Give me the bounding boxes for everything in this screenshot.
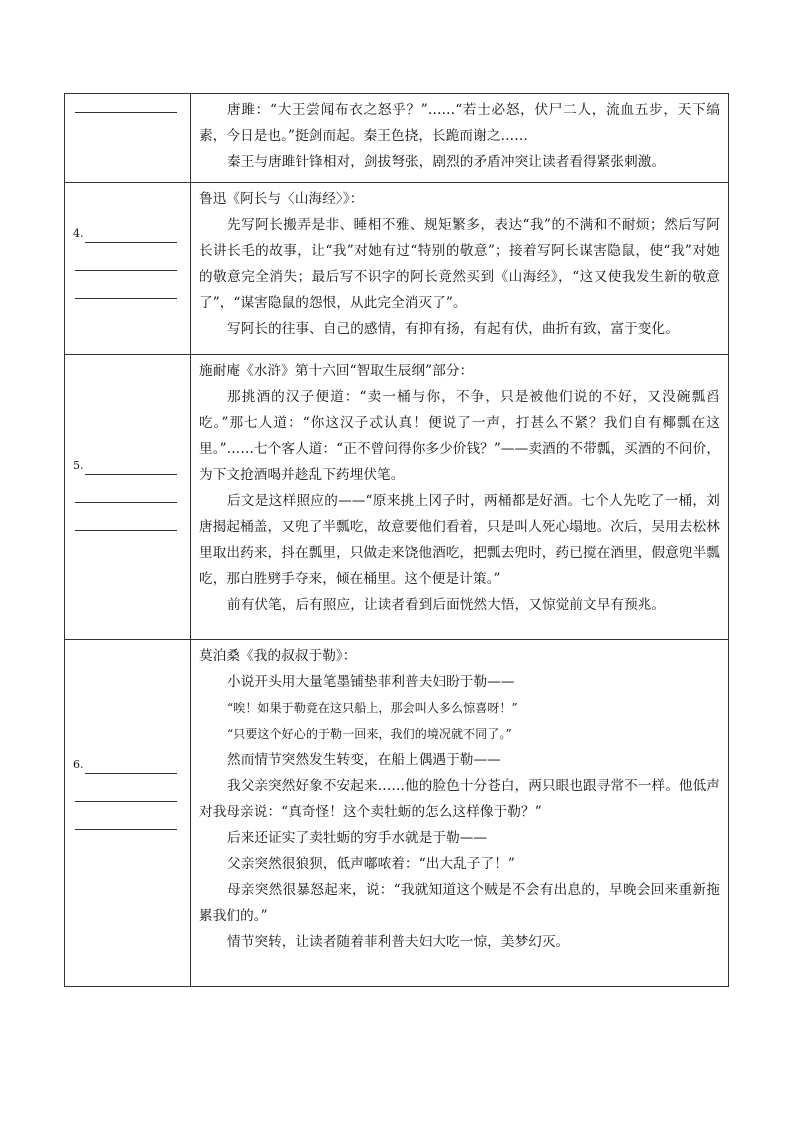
answer-blank[interactable] — [65, 94, 190, 122]
paragraph: 前有伏笔，后有照应，让读者看到后面恍然大悟，又惊觉前文早有预兆。 — [227, 597, 666, 613]
answer-blank[interactable] — [65, 481, 190, 509]
paragraph: 情节突转，让读者随着菲利普夫妇大吃一惊，美梦幻灭。 — [227, 934, 570, 950]
paragraph: 母亲突然很暴怒起来，说：“我就知道这个贼是不会有出息的，早晚会回来重新拖累我们的。” — [199, 882, 720, 924]
answer-cell — [65, 640, 191, 987]
content-cell — [191, 640, 729, 987]
quote-paragraph: “只要这个好心的于勒一回来，我们的境况就不同了。” — [227, 727, 512, 741]
table-row — [65, 94, 729, 183]
table-row — [65, 355, 729, 640]
question-number: 4. — [73, 227, 84, 240]
answer-blank[interactable] — [65, 453, 190, 481]
table-row — [65, 183, 729, 355]
answer-cell — [65, 183, 191, 355]
answer-cell — [65, 94, 191, 183]
paragraph: 后文是这样照应的——“原来挑上冈子时，两桶都是好酒。七个人先吃了一桶，刘唐揭起桶盖，又兜了半瓢吃，故意要他们看着，只是叫人死心塌地。次后，吴用去松林里取出药来，抖在瓢里，只做走来饶他酒吃，把瓢去兜时，药已搅在酒里，假意兜半瓢吃，那白胜劈手夺来，倾在桶里。这个便是计策。” — [199, 493, 720, 587]
content-cell — [191, 183, 729, 355]
analysis-table — [64, 93, 729, 987]
section-title: 鲁迅《阿长与〈山海经〉》： — [199, 191, 364, 207]
table-row — [65, 640, 729, 987]
content-cell — [191, 94, 729, 183]
paragraph: 我父亲突然好象不安起来……他的脸色十分苍白，两只眼也跟寻常不一样。他低声对我母亲说：“真奇怪！这个卖牡蛎的怎么这样像于勒？” — [199, 778, 720, 820]
answer-blank[interactable] — [65, 780, 190, 808]
paragraph: 唐雎：“大王尝闻布衣之怒乎？”……“若士必怒，伏尸二人，流血五步，天下缟素，今日是也。”挺剑而起。秦王色挠，长跪而谢之…… — [199, 102, 720, 144]
answer-blank[interactable] — [65, 808, 190, 836]
paragraph: 先写阿长搬弄是非、睡相不雅、规矩繁多，表达“我”的不满和不耐烦；然后写阿长讲长毛的故事，让“我”对她有过“特别的敬意”；接着写阿长谋害隐鼠，使“我”对她的敬意完全消失；最后写不识字的阿长竟然买到《山海经》，“这又使我发生新的敬意了”，“谋害隐鼠的怨恨，从此完全消灭了”。 — [199, 217, 720, 311]
paragraph: 小说开头用大量笔墨铺垫菲利普夫妇盼于勒—— — [227, 674, 515, 690]
section-title: 施耐庵《水浒》第十六回“智取生辰纲”部分： — [199, 363, 474, 379]
answer-blank[interactable] — [65, 277, 190, 305]
paragraph: 那挑酒的汉子便道：“卖一桶与你，不争，只是被他们说的不好，又没碗瓢舀吃。”那七人道：“你这汉子忒认真！便说了一声，打甚么不紧？我们自有椰瓢在这里。”……七个客人道：“正不曾问得你多少价钱？”——卖酒的不带瓢，买酒的不问价，为下文抢酒喝并趁乱下药埋伏笔。 — [199, 389, 721, 483]
answer-blank[interactable] — [65, 752, 190, 780]
question-number: 5. — [73, 459, 84, 472]
answer-blank[interactable] — [65, 509, 190, 537]
content-cell — [191, 355, 729, 640]
paragraph: 然而情节突然发生转变，在船上偶遇于勒—— — [227, 752, 501, 768]
answer-blank[interactable] — [65, 221, 190, 249]
answer-cell — [65, 355, 191, 640]
paragraph: 秦王与唐雎针锋相对，剑拔弩张，剧烈的矛盾冲突让读者看得紧张刺激。 — [227, 154, 666, 170]
answer-blank[interactable] — [65, 249, 190, 277]
quote-paragraph: “唉！如果于勒竟在这只船上，那会叫人多么惊喜呀！” — [227, 701, 518, 715]
paragraph: 写阿长的往事、自己的感情，有抑有扬，有起有伏，曲折有致，富于变化。 — [227, 321, 679, 337]
section-title: 莫泊桑《我的叔叔于勒》： — [199, 648, 357, 664]
question-number: 6. — [73, 758, 84, 771]
paragraph: 后来还证实了卖牡蛎的穷手水就是于勒—— — [227, 830, 488, 846]
paragraph: 父亲突然很狼狈，低声嘟哝着：“出大乱子了！” — [227, 856, 515, 872]
